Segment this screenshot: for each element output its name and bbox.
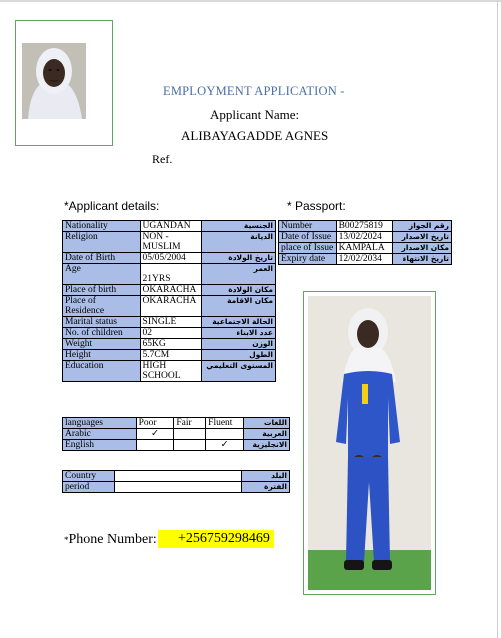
detail-label: Nationality (63, 221, 141, 232)
language-header: Poor (136, 418, 174, 429)
detail-value: 05/05/2004 (140, 253, 202, 264)
detail-label: Age (63, 264, 141, 285)
table-row (63, 471, 290, 482)
experience-value (114, 482, 241, 493)
detail-value: NON - MUSLIM (140, 232, 202, 253)
table-row (63, 339, 276, 350)
table-row (279, 254, 452, 265)
language-fluent-check (206, 429, 244, 440)
table-row (63, 253, 276, 264)
detail-label: Place of birth (63, 285, 141, 296)
language-fair-check (174, 440, 206, 451)
table-row (279, 221, 452, 232)
language-fair-check (174, 429, 206, 440)
language-name-arabic: الانجليزية (244, 440, 290, 451)
passport-label-arabic: تاريخ الانتهاء (392, 254, 452, 265)
experience-label: Country (63, 471, 115, 482)
table-row (63, 232, 276, 253)
phone-number-label: *Phone Number: (64, 532, 157, 547)
detail-label: Weight (63, 339, 141, 350)
passport-value: 13/02/2024 (336, 232, 392, 243)
language-header: Fluent (206, 418, 244, 429)
detail-label: Marital status (63, 317, 141, 328)
passport-value: B00275819 (336, 221, 392, 232)
language-poor-check: ✓ (136, 429, 174, 440)
language-header: اللغات (244, 418, 290, 429)
table-row (63, 317, 276, 328)
table-row (63, 296, 276, 317)
table-row (63, 221, 276, 232)
experience-value (114, 471, 241, 482)
languages-table (62, 417, 290, 451)
detail-label-arabic: العمر (202, 264, 276, 285)
ref-label: Ref. (152, 152, 173, 166)
detail-label-arabic: الجنسية (202, 221, 276, 232)
passport-label: Date of Issue (279, 232, 337, 243)
document-title: EMPLOYMENT APPLICATION - (163, 84, 345, 98)
experience-label-arabic: البلد (242, 471, 290, 482)
language-poor-check (136, 440, 174, 451)
table-row (279, 243, 452, 254)
language-header: languages (63, 418, 137, 429)
detail-label: No. of children (63, 328, 141, 339)
detail-value: 21YRS (140, 264, 202, 285)
passport-label-arabic: مكان الاصدار (392, 243, 452, 254)
passport-value: 12/02/2034 (336, 254, 392, 265)
detail-value: 65KG (140, 339, 202, 350)
experience-table (62, 470, 290, 493)
passport-table (278, 220, 452, 265)
detail-label-arabic: مكان الولادة (202, 285, 276, 296)
phone-number-value: +256759298469 (158, 530, 274, 548)
detail-label: Place of Residence (63, 296, 141, 317)
detail-label-arabic: الوزن (202, 339, 276, 350)
detail-label-arabic: الحالة الاجتماعية (202, 317, 276, 328)
detail-label: Height (63, 350, 141, 361)
passport-label-arabic: رقم الجواز (392, 221, 452, 232)
applicant-portrait-photo (15, 20, 113, 146)
detail-value: 5.7CM (140, 350, 202, 361)
detail-label-arabic: تاريخ الولادة (202, 253, 276, 264)
detail-value: OKARACHA (140, 296, 202, 317)
language-name: English (63, 440, 137, 451)
passport-label: place of Issue (279, 243, 337, 254)
experience-label: period (63, 482, 115, 493)
language-name: Arabic (63, 429, 137, 440)
detail-label-arabic: عدد الابناء (202, 328, 276, 339)
table-row (63, 361, 276, 382)
applicant-details-table (62, 220, 276, 382)
detail-value: OKARACHA (140, 285, 202, 296)
detail-value: HIGH SCHOOL (140, 361, 202, 382)
table-row (63, 350, 276, 361)
page-right-border (497, 0, 498, 638)
passport-label-arabic: تاريخ الاصدار (392, 232, 452, 243)
table-row (63, 285, 276, 296)
language-header: Fair (174, 418, 206, 429)
language-fluent-check: ✓ (206, 440, 244, 451)
detail-value: SINGLE (140, 317, 202, 328)
table-row (63, 264, 276, 285)
applicant-full-body-photo (303, 291, 436, 595)
passport-value: KAMPALA (336, 243, 392, 254)
experience-label-arabic: الفترة (242, 482, 290, 493)
table-row (63, 482, 290, 493)
detail-label: Date of Birth (63, 253, 141, 264)
detail-value: 02 (140, 328, 202, 339)
detail-value: UGANDAN (140, 221, 202, 232)
passport-label: Number (279, 221, 337, 232)
table-row (63, 328, 276, 339)
detail-label-arabic: الديانة (202, 232, 276, 253)
detail-label-arabic: مكان الاقامة (202, 296, 276, 317)
passport-heading: * Passport: (287, 199, 346, 213)
table-header-row (63, 418, 290, 429)
applicant-name-label: Applicant Name: (210, 107, 300, 122)
detail-label: Religion (63, 232, 141, 253)
table-row (63, 440, 290, 451)
applicant-details-heading: *Applicant details: (64, 199, 160, 213)
detail-label-arabic: المستوى التعليمي (202, 361, 276, 382)
detail-label-arabic: الطول (202, 350, 276, 361)
passport-label: Expiry date (279, 254, 337, 265)
detail-label: Education (63, 361, 141, 382)
table-row (63, 429, 290, 440)
language-name-arabic: العربية (244, 429, 290, 440)
page-top-border (0, 0, 501, 2)
applicant-name: ALIBAYAGADDE AGNES (181, 128, 329, 143)
table-row (279, 232, 452, 243)
